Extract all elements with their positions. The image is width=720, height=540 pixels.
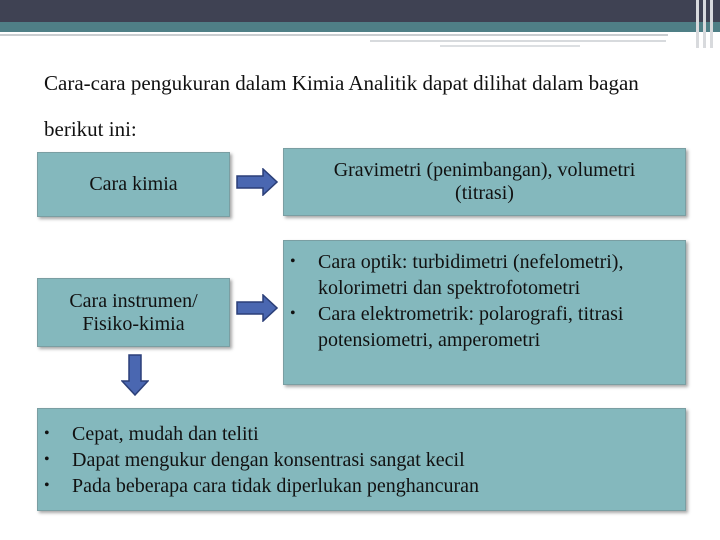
list-item: • Cara optik: turbidimetri (nefelometri), kolorimetri dan spektrofotometri <box>284 249 685 301</box>
arrow-right-icon <box>236 168 278 196</box>
arrow-right-icon <box>236 294 278 322</box>
decor-vertical-bar <box>703 0 706 48</box>
box-metode-instrumen <box>283 240 686 385</box>
metode-instrumen-list <box>284 249 685 353</box>
box-gravimetri-line-2: (titrasi) <box>455 182 514 204</box>
header-accent-bar <box>0 22 720 32</box>
intro-text: Cara-cara pengukuran dalam Kimia Analitik dapat dilihat dalam bagan berikut ini: <box>44 71 639 141</box>
header-bar <box>0 0 720 22</box>
box-gravimetri-line-1: Gravimetri (penimbangan), volumetri <box>333 159 636 181</box>
decor-vertical-bar <box>696 0 699 48</box>
list-item: • Pada beberapa cara tidak diperlukan penghancuran <box>38 473 685 499</box>
box-cara-instrumen-label-1: Cara instrumen/ <box>69 289 198 312</box>
decor-stripe <box>440 45 580 47</box>
box-cara-instrumen-label-2: Fisiko-kimia <box>82 312 185 335</box>
box-cara-kimia-label: Cara kimia <box>89 173 178 195</box>
keunggulan-list <box>38 421 685 499</box>
list-item: • Dapat mengukur dengan konsentrasi sangat kecil <box>38 447 685 473</box>
box-keunggulan <box>37 408 686 511</box>
decor-stripe <box>370 40 666 42</box>
list-item: • Cara elektrometrik: polarografi, titrasi potensiometri, amperometri <box>284 301 685 353</box>
list-item: • Cepat, mudah dan teliti <box>38 421 685 447</box>
box-cara-instrumen <box>37 278 230 347</box>
decor-vertical-bar <box>710 0 713 48</box>
box-gravimetri <box>283 148 686 216</box>
arrow-down-icon <box>121 354 149 396</box>
decor-stripe <box>0 34 668 36</box>
box-cara-kimia <box>37 152 230 217</box>
